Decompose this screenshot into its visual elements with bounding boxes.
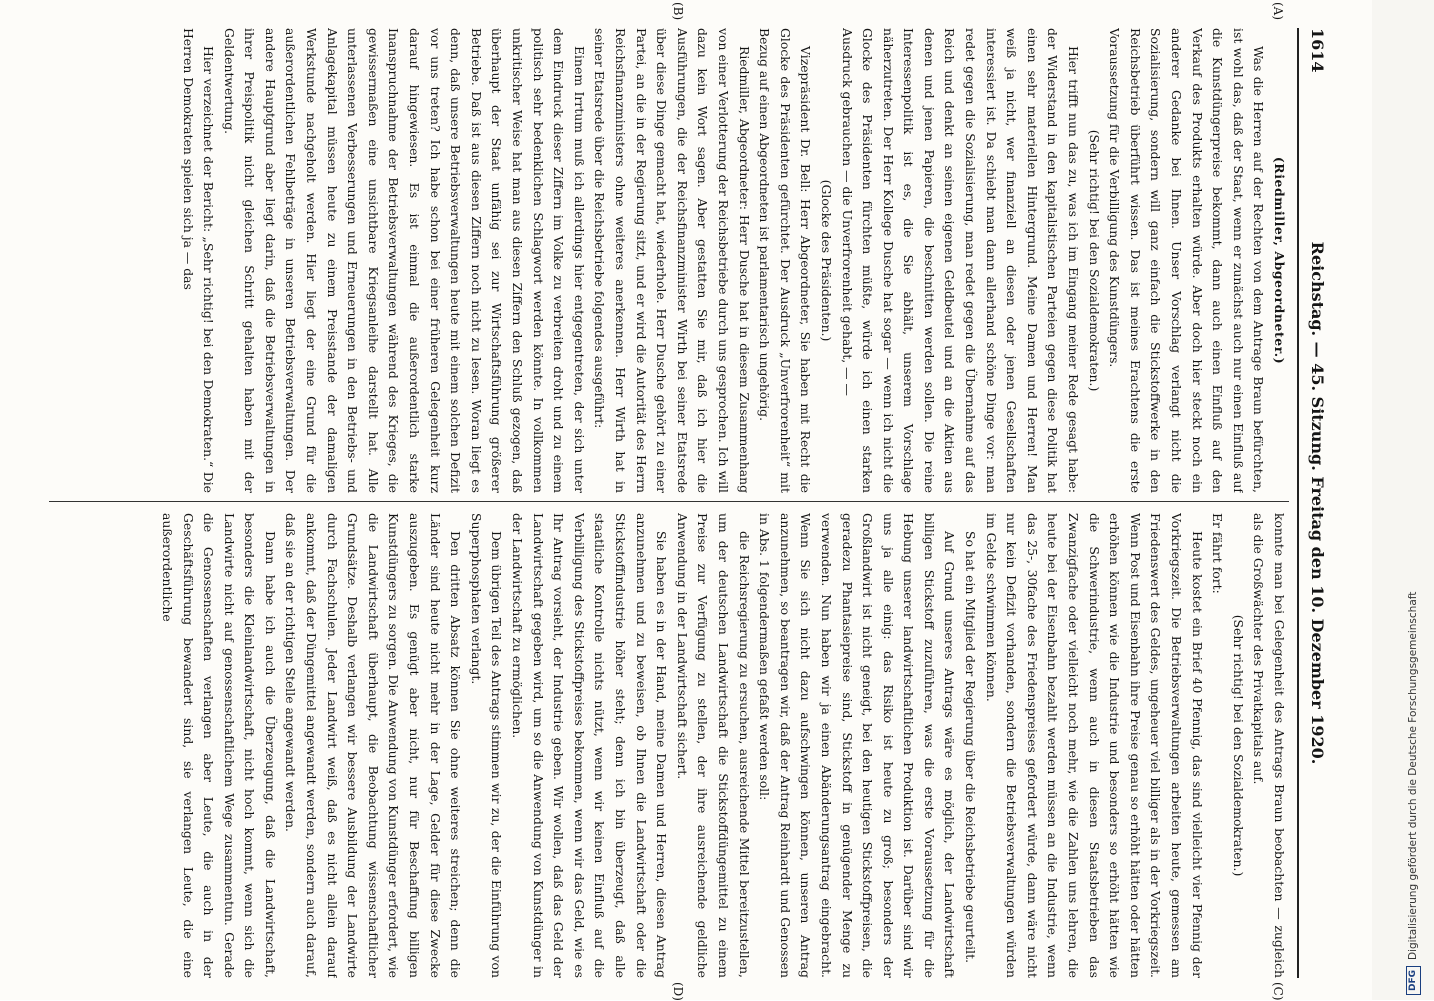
interjection: (Sehr richtig! bei den Sozialdemokraten.) xyxy=(1230,614,1246,877)
margin-mark-b: (B) xyxy=(671,2,685,21)
paragraph: So hat ein Mitglied der Regierung über die Reichsbetriebe geurteilt. xyxy=(963,531,979,964)
paragraph: Sie haben es in der Hand, meine Damen und Herren, diesen Antrag anzunehmen und zu beweisen, ob Ihnen die Landwirtschaft oder die Stickstoffindustrie höher steht; denn ich bin überzeugt, daß alle staatliche Kontrolle nichts nützt, wenn wir keinen Einfluß auf die Verbilligung des Stickstoffpreises bekommen, wenn wir das Geld, wie es Ihr Antrag vorsieht, der Industrie geben. Wir wollen, daß das Geld der Landwirtschaft gegeben wird, um so die Anwendung von Kunstdünger in der Landwirtschaft zu ermöglichen. xyxy=(510,513,670,978)
running-header xyxy=(1301,28,1327,978)
paragraph: Er fährt fort: xyxy=(1210,513,1226,594)
paragraph: Den dritten Absatz können Sie ohne weiteres streichen; denn die Länder sind heute nicht mehr in der Lage, Gelder für diese Zwecke auszugeben. Es genügt aber nicht, nur für Beschaffung billigen Kunstdüngers zu sorgen. Die Anwendung von Kunstdünger erfordert, wie die Landwirtschaft überhaupt, die Beobachtung wissenschaftlicher Grundsätze. Deshalb verlangen wir bessere Ausbildung der Landwirte durch Fachschulen. Jeder Landwirt weiß, daß es nicht allein darauf ankommt, daß der Düngemittel angewandt werden, sondern auch darauf, daß sie an der richtigen Stelle angewandt werden. xyxy=(283,513,464,978)
dfg-logo: DFG xyxy=(1406,966,1421,995)
header-title: Reichstag. — 45. Sitzung. Freitag den 10. Dezember 1920. xyxy=(1308,241,1327,765)
paragraph: Hier verzeichnet der Bericht: „Sehr richtig! bei den Demokraten.“ Die Herren Demokraten spielen sich ja — das xyxy=(180,28,217,493)
paragraph: die Reichsregierung zu ersuchen, ausreichende Mittel bereitzustellen, um der deutschen Landwirtschaft die Stickstoffdüngemittel zu einem Preise zur Verfügung zu stellen, der ihre ausreichende geldliche Anwendung in der Landwirtschaft sichert. xyxy=(674,513,752,978)
digitization-footer xyxy=(1400,15,1426,995)
header-rule xyxy=(1297,28,1299,978)
left-column xyxy=(49,28,1289,493)
paragraph: konnte man bei Gelegenheit des Antrags Braun beobachten — zugleich als die Großwächter des Privatkapitals auf. xyxy=(1251,513,1287,978)
rotated-page-content xyxy=(25,0,1345,1000)
paragraph: Dem übrigen Teil des Antrags stimmen wir zu, der die Einführung von Superphosphaten verlangt. xyxy=(468,513,505,978)
paragraph: Einem Irrtum muß ich allerdings hier entgegentreten, der sich unter dem Eindruck dieser Ziffern im Volke zu verbreiten droht und zu einem politisch sehr bedenklichen Schlagwort werden könnte. In vollkommen unkritischer Weise hat man aus diesen Ziffern den Schluß gezogen, daß überhaupt der Staat unfähig sei zur Wirtschaftsführung größerer Betriebe. Daß ist aus diesen Ziffern noch nicht zu lesen. Woran liegt es denn, daß unsere Betriebsverwaltungen heute mit einem solchen Defizit vor uns treten? Ich habe schon bei einer früheren Gelegenheit kurz darauf hingewiesen. Es ist einmal die außerordentlich starke Inanspruchnahme der Betriebsverwaltungen während des Krieges, die gewissermaßen eine unsichtbare Kriegsanleihe darstellt hat. Alle unterlassenen Verbesserungen und Erneuerungen in den Betriebs- und Anlagekapital müssen heute zu einem Preisstande der damaligen Werkstunde nachgeholt werden. Hier liegt der eine Grund für die außerordentlichen Fehlbeträge in unseren Betriebsverwaltungen. Der andere Hauptgrund aber liegt darin, daß die Betriebsverwaltungen in ihrer Preispolitik nicht gleichen Schritt gehalten haben mit der Geldentwertung. xyxy=(221,28,587,493)
paragraph: Vizepräsident Dr. Bell: Herr Abgeordneter, Sie haben mit Recht die Glocke des Präsidenten gefürchtet. Der Ausdruck „Unverfrorenheit“ mit Bezug auf einen Abgeordneten ist parlamentarisch ungehörig. xyxy=(757,28,814,493)
paragraph: Was die Herren auf der Rechten von dem Antrage Braun befürchten, ist wohl das, daß der Staat, wenn er zunächst auch nur einen Einfluß auf die Kunstdüngerpreise bekommt, dann auch einen Einfluß auf den Verkauf des Produkts erhalten würde. Aber doch hier steckt noch ein anderer Gedanke bei Ihnen. Unser Vorschlag verlangt nicht die Sozialisierung, sondern will ganz einfach die Stickstoffwerke in den Reichsbetrieb überführt wissen. Das ist meines Erachtens die erste Voraussetzung für die Verbilligung des Kunstdüngers. xyxy=(1107,28,1267,493)
interjection: (Sehr richtig! bei den Sozialdemokraten.) xyxy=(1086,129,1102,392)
margin-mark-d: (D) xyxy=(671,982,685,1001)
paragraph: Riedmiller, Abgeordneter: Herr Dusche hat in diesem Zusammenhang von einer Verlotterung der Reichsbetriebe durch uns gesprochen. Ich will dazu kein Wort sagen. Aber gestatten Sie mir, daß ich hier die Ausführungen, die der Reichsfinanzminister Wirth bei seiner Etatsrede über diese Dinge gemacht hat, wiederhole. Herr Dusche gehört zu einer Partei, an die in der Regierung sitzt, und er wird die Autorität des Herrn Reichsfinanzministers ohne weiteres anerkennen. Herr Wirth hat in seiner Etatsrede über die Reichsbetriebe folgendes ausgeführt: xyxy=(592,28,752,493)
paragraph: Heute kostet ein Brief 40 Pfennig, das sind vielleicht vier Pfennig der Vorkriegszeit. Die Betriebsverwaltungen arbeiten heute, gemessen am Friedenswert des Geldes, ungeheuer viel billiger als in der Vorkriegszeit. Wenn Post und Eisenbahn ihre Preise genau so erhöht hätten oder hätten erhöhen können wie die Industrie und besonders so erhöht hätten wie die Schwerindustrie, wenn auch in diesen Staatsbetrieben das Zwanzigfache oder vielleicht noch mehr, wie die Zahlen uns lehren, die heute bei der Eisenbahn bezahlt werden müssen an die Industrie, wenn das 25-, 30fache des Friedenspreises gefordert würde, dann wäre nicht nur kein Defizit vorhanden, sondern die Betriebsverwaltungen würden im Gelde schwimmen können. xyxy=(983,513,1205,978)
column-rule xyxy=(49,501,1289,502)
paragraph: Dann habe ich auch die Überzeugung, daß die Landwirtschaft, besonders die Kleinlandwirtschaft, nicht hoch kommt, wenn sich die Landwirte nicht auf genossenschaftlichem Wege zusammentun. Gerade die Genossenschaften verlangen aber Leute, die auch in der Geschäftsführung bewandert sind, sie verlangen Leute, die eine außerordentliche xyxy=(159,513,278,978)
page-number: 1614 xyxy=(1308,28,1327,73)
footer-text: Digitalisierung gefördert durch die Deutsche Forschungsgemeinschaft xyxy=(1407,591,1419,960)
interjection: (Glocke des Präsidenten.) xyxy=(818,179,834,342)
margin-mark-c: (C) xyxy=(1271,982,1285,1001)
speaker-line: (Riedmiller, Abgeordneter.) xyxy=(1272,156,1287,365)
paragraph: Auf Grund unseres Antrags wäre es möglich, der Landwirtschaft billigen Stickstoff zuzuführen, was die erste Voraussetzung für die Hebung unserer landwirtschaftlichen Produktion ist. Darüber sind wir uns ja alle einig: das Risiko ist heute zu groß; besonders der Großlandwirt ist nicht geneigt, bei den heutigen Stickstoffpreisen, die geradezu Phantasiepreise sind, Stickstoff in genügender Menge zu verwenden. Nun haben wir ja einen Abänderungsantrag eingebracht. Wenn Sie sich nicht dazu aufschwingen können, unseren Antrag anzunehmen, so beantragen wir, daß der Antrag Reinhardt und Genossen in Abs. 1 folgendermaßen gefaßt werden soll: xyxy=(757,513,958,978)
margin-mark-a: (A) xyxy=(1271,2,1285,21)
right-column xyxy=(49,513,1289,978)
paragraph: Hier trifft nun das zu, was ich im Eingang meiner Rede gesagt habe: der Widerstand in den kapitalistischen Parteien gegen diese Politik hat einen sehr materiellen Hintergrund. Meine Damen und Herren! Man weiß ja nicht, wer finanziell an diesen oder jenen Gesellschaften interessiert ist. Da schiebt man dann allerhand schöne Dinge vor: man redet gegen die Sozialisierung, man redet gegen die Übernahme auf das Reich und denkt an seinen eigenen Geldbeutel und an die Aktien aus denen und jenen Papieren, die beschnitten werden sollen. Die reine Interessenpolitik ist es, die Sie abhält, unserem Vorschlage näherzutreten. Der Herr Kollege Dusche hat sogar — wenn ich nicht die Glocke des Präsidenten fürchten müßte, würde ich einen starken Ausdruck gebrauchen — die Unverfrorenheit gehabt, — — xyxy=(839,28,1082,493)
